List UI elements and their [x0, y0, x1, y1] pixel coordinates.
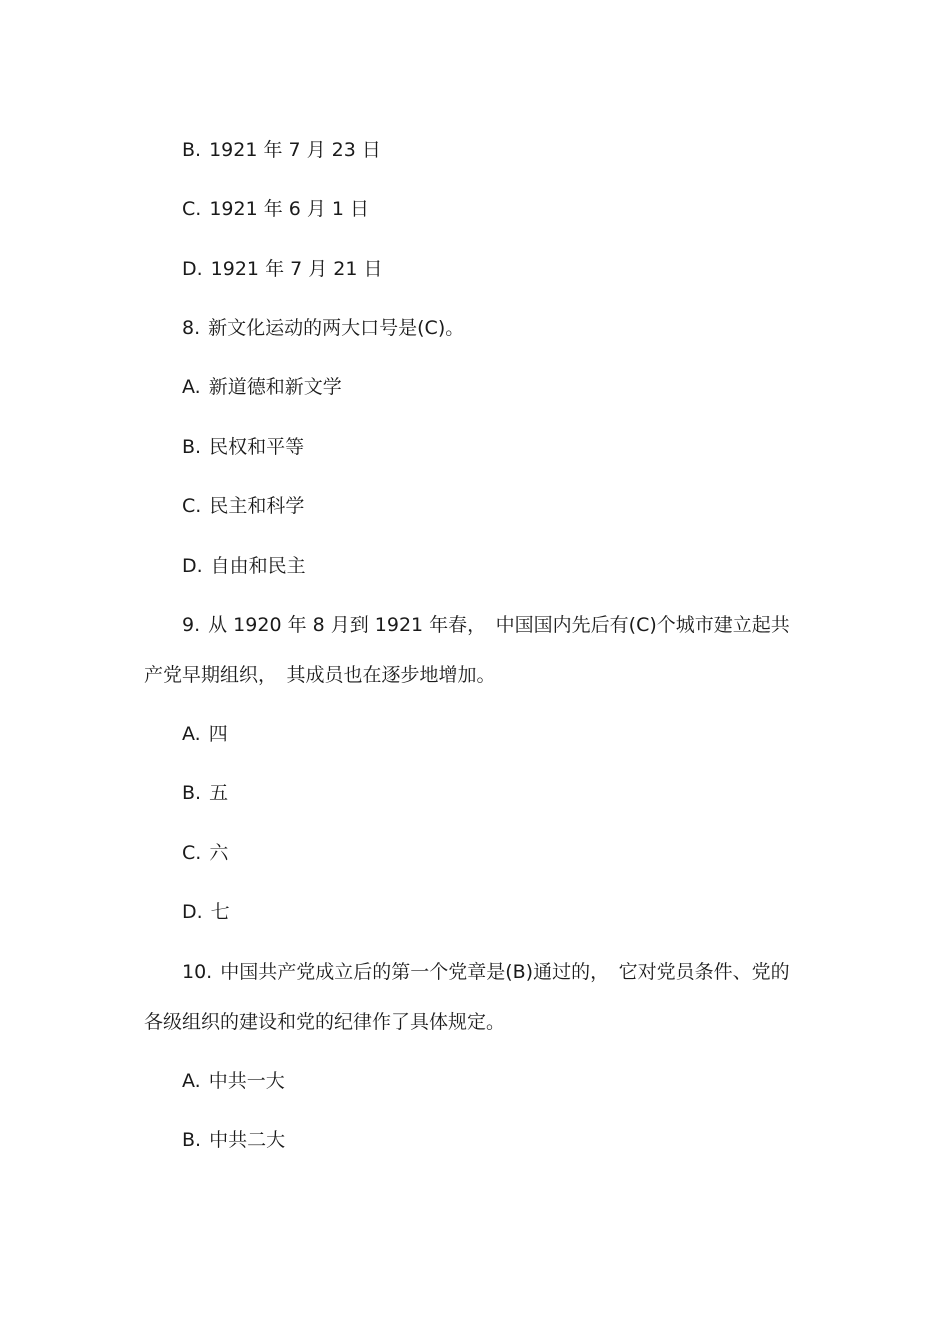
question-10-continued — [144, 1009, 505, 1035]
option-text: 1921 年 7 月 21 日 — [210, 258, 383, 280]
question-8 — [182, 315, 464, 341]
option-text: 民权和平等 — [209, 436, 305, 458]
option-b-9 — [182, 780, 228, 806]
option-text: 四 — [208, 723, 228, 745]
question-10 — [182, 959, 790, 985]
option-a-8 — [182, 374, 342, 400]
option-text: 新道德和新文学 — [208, 376, 342, 398]
option-b-7 — [182, 137, 381, 163]
question-text: 新文化运动的两大口号是(C)。 — [208, 317, 465, 339]
option-label: B. — [182, 782, 202, 804]
option-label: D. — [182, 555, 203, 577]
question-9-continued — [144, 662, 496, 688]
option-label: A. — [182, 723, 201, 745]
option-label: B. — [182, 1129, 202, 1151]
question-text: 中国共产党成立后的第一个党章是(B)通过的， 它对党员条件、党的 — [220, 961, 790, 983]
option-label: B. — [182, 139, 202, 161]
question-number: 10. — [182, 961, 213, 983]
question-number: 9. — [182, 614, 201, 636]
option-text: 中共二大 — [209, 1129, 286, 1151]
option-label: A. — [182, 1070, 201, 1092]
question-number: 8. — [182, 317, 201, 339]
option-d-9 — [182, 899, 230, 925]
option-label: A. — [182, 376, 201, 398]
option-text: 民主和科学 — [209, 495, 305, 517]
option-text: 1921 年 6 月 1 日 — [209, 198, 370, 220]
option-text: 自由和民主 — [210, 555, 306, 577]
option-label: C. — [182, 842, 202, 864]
option-text: 1921 年 7 月 23 日 — [209, 139, 381, 161]
option-text: 七 — [210, 901, 230, 923]
option-a-10 — [182, 1068, 285, 1094]
option-b-10 — [182, 1127, 285, 1153]
option-b-8 — [182, 434, 304, 460]
option-d-7 — [182, 256, 383, 282]
question-text: 各级组织的建设和党的纪律作了具体规定。 — [144, 1011, 506, 1033]
question-text: 从 1920 年 8 月到 1921 年春， 中国国内先后有(C)个城市建立起共 — [208, 614, 790, 636]
option-text: 六 — [209, 842, 229, 864]
question-text: 产党早期组织， 其成员也在逐步地增加。 — [144, 664, 496, 686]
option-c-8 — [182, 493, 304, 519]
option-c-9 — [182, 840, 228, 866]
question-9 — [182, 612, 790, 638]
option-label: C. — [182, 198, 202, 220]
option-label: C. — [182, 495, 202, 517]
option-text: 中共一大 — [208, 1070, 285, 1092]
option-label: D. — [182, 258, 203, 280]
option-label: D. — [182, 901, 203, 923]
option-label: B. — [182, 436, 202, 458]
option-d-8 — [182, 553, 306, 579]
option-text: 五 — [209, 782, 229, 804]
option-c-7 — [182, 196, 369, 222]
option-a-9 — [182, 721, 228, 747]
